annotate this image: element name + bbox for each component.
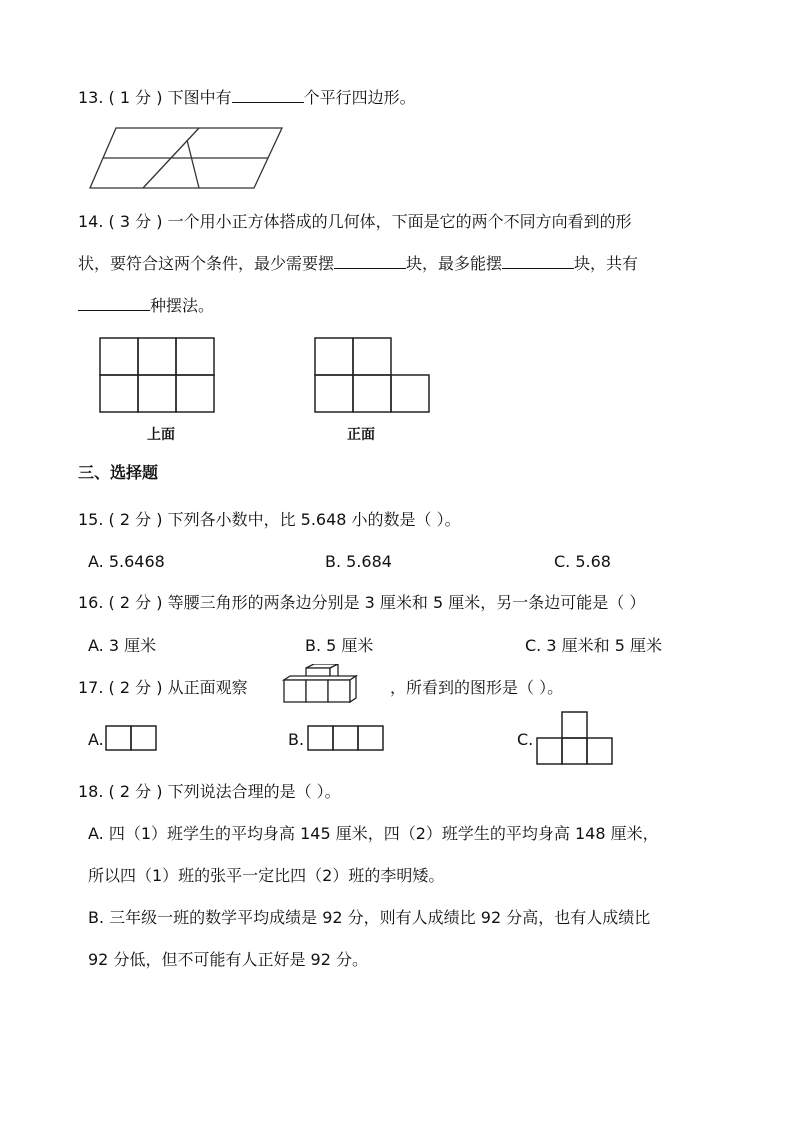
q14-score: ( 3 分 ) [108, 212, 163, 231]
q13-line [78, 88, 416, 108]
q15-option-a[interactable]: A. 5.6468 [88, 552, 165, 571]
q14-top-view-caption: 上面 [147, 427, 175, 443]
q14-text-line2-a: 状，要符合这两个条件，最少需要摆 [78, 254, 335, 273]
q14-min-blank[interactable] [334, 254, 406, 269]
q16-option-c[interactable]: C. 3 厘米和 5 厘米 [525, 636, 662, 655]
q14-line3 [78, 296, 214, 316]
q14-text-line1: 一个用小正方体搭成的几何体，下面是它的两个不同方向看到的形 [167, 212, 632, 231]
q14-ways-blank[interactable] [78, 296, 150, 311]
q13-parallelogram-figure [86, 124, 286, 192]
q17-option-b-figure[interactable] [306, 724, 386, 752]
q18-number: 18. [78, 782, 104, 801]
q13-score: ( 1 分 ) [108, 88, 163, 107]
q13-answer-blank[interactable] [232, 88, 304, 103]
q15-option-c[interactable]: C. 5.68 [554, 552, 611, 571]
q17-number: 17. [78, 678, 104, 697]
q14-text-line2-c: 块，共有 [574, 254, 639, 273]
q14-text-line2-b: 块，最多能摆 [406, 254, 503, 273]
q15-option-b[interactable]: B. 5.684 [325, 552, 392, 571]
q14-front-view-caption: 正面 [347, 427, 375, 443]
q13-number: 13. [78, 88, 104, 107]
q14-text-line3: 种摆法。 [150, 296, 215, 315]
q18-score: ( 2 分 ) [108, 782, 163, 801]
q13-text-a: 下图中有 [167, 88, 232, 107]
q14-line2 [78, 254, 638, 274]
q15-line [78, 510, 461, 530]
q18-option-b-line1[interactable]: B. 三年级一班的数学平均成绩是 92 分，则有人成绩比 92 分高，也有人成绩比 [88, 908, 651, 927]
q14-max-blank[interactable] [502, 254, 574, 269]
q15-text: 下列各小数中，比 5.648 小的数是（ ）。 [167, 510, 461, 529]
q15-score: ( 2 分 ) [108, 510, 163, 529]
q16-line [78, 593, 645, 613]
q16-score: ( 2 分 ) [108, 593, 163, 612]
q17-option-b-label[interactable]: B. [288, 730, 305, 749]
q14-number: 14. [78, 212, 104, 231]
q16-number: 16. [78, 593, 104, 612]
q18-option-b-line2: 92 分低，但不可能有人正好是 92 分。 [88, 950, 368, 969]
q14-top-view-figure [98, 336, 218, 414]
q15-number: 15. [78, 510, 104, 529]
section-title: 三、选择题 [78, 463, 159, 482]
q16-text: 等腰三角形的两条边分别是 3 厘米和 5 厘米，另一条边可能是（ ） [167, 593, 646, 612]
q17-text-a: 从正面观察 [167, 678, 248, 697]
q14-line1 [78, 212, 632, 232]
q16-option-a[interactable]: A. 3 厘米 [88, 636, 157, 655]
q17-line-start [78, 678, 248, 698]
q17-option-c-figure[interactable] [535, 710, 615, 766]
q14-front-view-figure [313, 336, 433, 414]
q13-text-b: 个平行四边形。 [303, 88, 416, 107]
q18-option-a-line2: 所以四（1）班的张平一定比四（2）班的李明矮。 [88, 866, 445, 885]
q18-line [78, 782, 341, 802]
q16-option-b[interactable]: B. 5 厘米 [305, 636, 374, 655]
q17-cube-stack-figure [282, 664, 358, 706]
q17-text-b: ，所看到的图形是（ ）。 [390, 678, 564, 697]
q17-option-a-figure[interactable] [104, 724, 158, 752]
q17-option-a-label[interactable]: A. [88, 730, 104, 749]
q17-score: ( 2 分 ) [108, 678, 163, 697]
q18-option-a-line1[interactable]: A. 四（1）班学生的平均身高 145 厘米，四（2）班学生的平均身高 148 厘米， [88, 824, 659, 843]
q18-text: 下列说法合理的是（ ）。 [167, 782, 341, 801]
q17-option-c-label[interactable]: C. [517, 730, 534, 749]
